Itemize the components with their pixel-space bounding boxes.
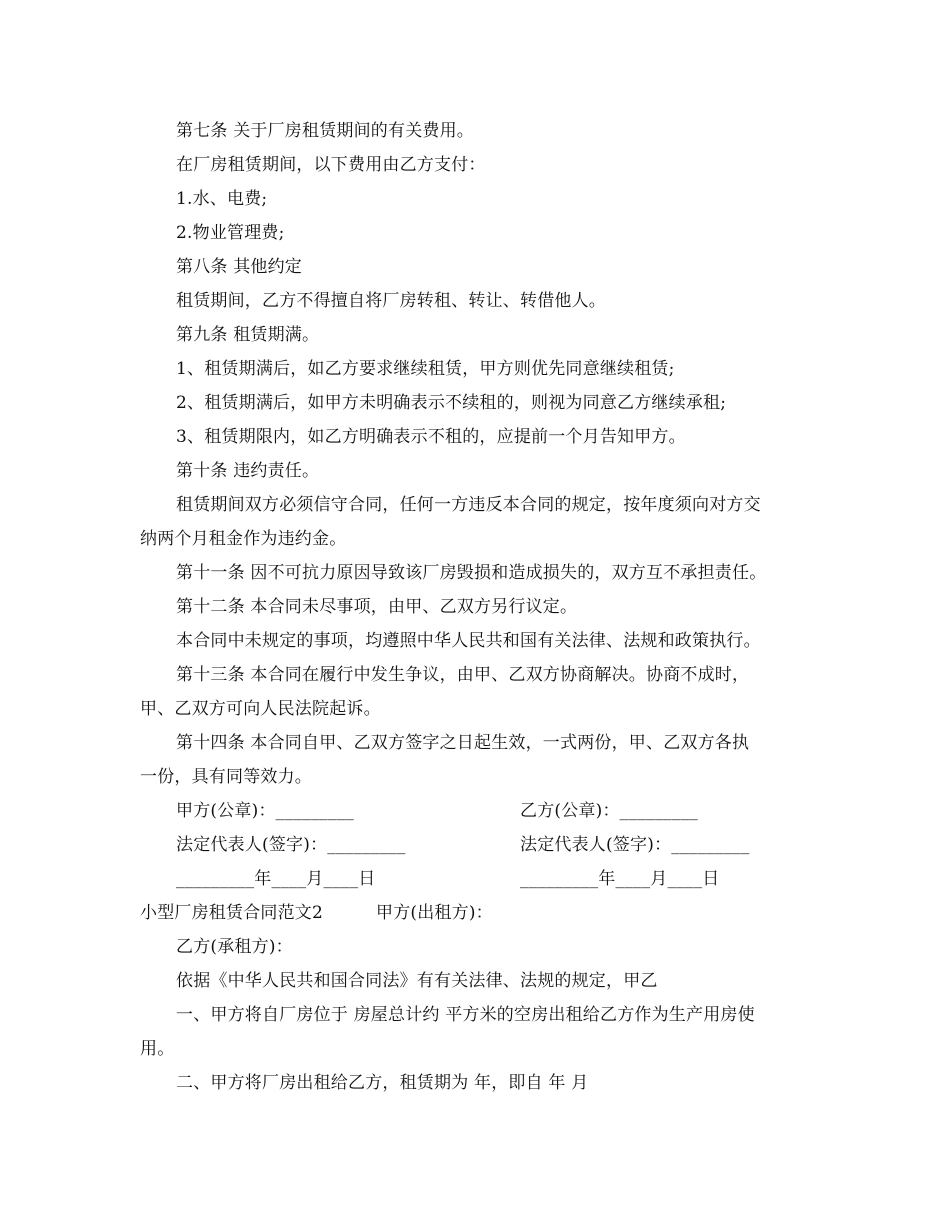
party-a-representative-field: 法定代表人(签字)：_________: [176, 835, 406, 855]
sample-2-lessor: 甲方(出租方)：: [376, 903, 493, 923]
article-7-title: 第七条 关于厂房租赁期间的有关费用。: [176, 121, 475, 141]
article-13-line-1: 第十三条 本合同在履行中发生争议，由甲、乙双方协商解决。协商不成时，: [176, 665, 750, 685]
sample-2-title: 小型厂房租赁合同范文2: [140, 903, 324, 923]
article-7-item-1: 1.水、电费;: [176, 189, 268, 209]
sample-2-item-1-line-1: 一、甲方将自厂房位于 房屋总计约 平方米的空房出租给乙方作为生产用房使: [176, 1005, 755, 1025]
article-9-item-1: 1、租赁期满后，如乙方要求继续租赁，甲方则优先同意继续租赁;: [176, 359, 675, 379]
sample-2-item-1-line-2: 用。: [140, 1039, 175, 1059]
party-b-seal-field: 乙方(公章)：_________: [520, 801, 698, 821]
article-9-item-3: 3、租赁期限内，如乙方明确表示不租的，应提前一个月告知甲方。: [176, 427, 686, 447]
article-10-text-line-2: 纳两个月租金作为违约金。: [140, 529, 347, 549]
article-14-line-2: 一份，具有同等效力。: [140, 767, 312, 787]
document-body: [140, 114, 812, 1100]
article-11: 第十一条 因不可抗力原因导致该厂房毁损和造成损失的，双方互不承担责任。: [176, 563, 767, 583]
article-7-intro: 在厂房租赁期间，以下费用由乙方支付：: [176, 155, 486, 175]
sample-2-header-row: [140, 896, 812, 930]
article-10-text-line-1: 租赁期间双方必须信守合同，任何一方违反本合同的规定，按年度须向对方交: [176, 495, 761, 515]
article-9-title: 第九条 租赁期满。: [176, 325, 320, 345]
article-10-title: 第十条 违约责任。: [176, 461, 320, 481]
party-b-representative-field: 法定代表人(签字)：_________: [520, 835, 750, 855]
article-8-text: 租赁期间，乙方不得擅自将厂房转租、转让、转借他人。: [176, 291, 606, 311]
sample-2-basis: 依据《中华人民共和国合同法》有有关法律、法规的规定，甲乙: [176, 971, 658, 991]
article-7-item-2: 2.物业管理费;: [176, 223, 285, 243]
article-13-line-2: 甲、乙双方可向人民法院起诉。: [140, 699, 381, 719]
article-9-item-2: 2、租赁期满后，如甲方未明确表示不续租的，则视为同意乙方继续承租;: [176, 393, 727, 413]
party-b-date-field: _________年____月____日: [520, 869, 720, 889]
signature-row-seal: [140, 794, 812, 828]
article-12: 第十二条 本合同未尽事项，由甲、乙双方另行议定。: [176, 597, 578, 617]
party-a-date-field: _________年____月____日: [176, 869, 376, 889]
signature-row-representative: [140, 828, 812, 862]
article-12-supplement: 本合同中未规定的事项，均遵照中华人民共和国有关法律、法规和政策执行。: [176, 631, 761, 651]
sample-2-item-2: 二、甲方将厂房出租给乙方，租赁期为 年，即自 年 月: [176, 1073, 589, 1093]
party-a-seal-field: 甲方(公章)：_________: [176, 801, 354, 821]
sample-2-lessee: 乙方(承租方)：: [176, 937, 293, 957]
article-14-line-1: 第十四条 本合同自甲、乙双方签字之日起生效，一式两份，甲、乙双方各执: [176, 733, 750, 753]
signature-row-date: [140, 862, 812, 896]
article-8-title: 第八条 其他约定: [176, 257, 303, 277]
